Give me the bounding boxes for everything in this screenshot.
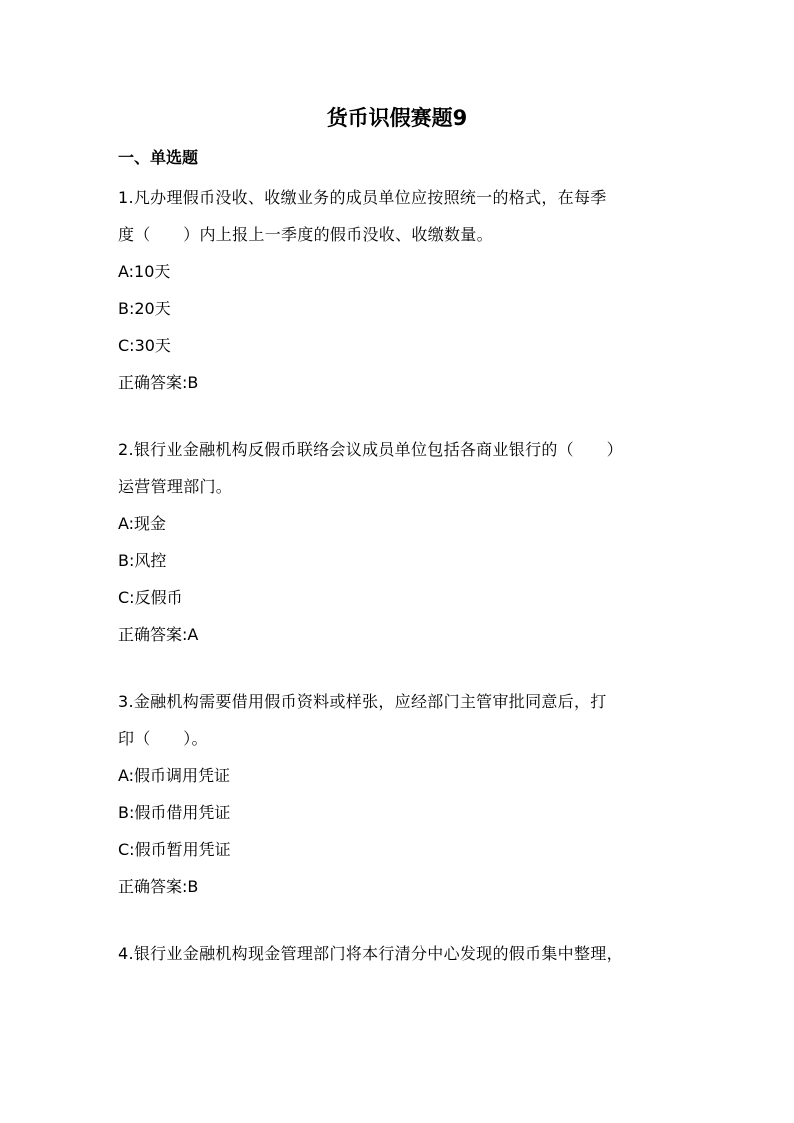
option-b: B:风控: [118, 551, 167, 570]
page-title: 货币识假赛题9: [326, 106, 468, 130]
question-stem-line: 1.凡办理假币没收、收缴业务的成员单位应按照统一的格式，在每季: [118, 188, 607, 207]
question-2: [118, 431, 708, 653]
section-heading: 一、单选题: [118, 148, 199, 167]
option-a: A:10天: [118, 262, 171, 281]
question-stem-line: 印（ ）。: [118, 729, 208, 748]
question-stem-line: 运营管理部门。: [118, 477, 233, 496]
option-c: C:30天: [118, 336, 171, 355]
question-stem-line: 度（ ）内上报上一季度的假币没收、收缴数量。: [118, 225, 493, 244]
question-stem-line: 4.银行业金融机构现金管理部门将本行清分中心发现的假币集中整理，: [118, 944, 623, 963]
document-body: [118, 146, 708, 1002]
option-b: B:20天: [118, 299, 171, 318]
option-b: B:假币借用凭证: [118, 803, 231, 822]
question-1: [118, 179, 708, 401]
question-3: [118, 683, 708, 905]
question-stem-line: 2.银行业金融机构反假币联络会议成员单位包括各商业银行的（ ）: [118, 440, 623, 459]
correct-answer: 正确答案:B: [118, 373, 199, 392]
option-c: C:假币暂用凭证: [118, 840, 231, 859]
correct-answer: 正确答案:B: [118, 877, 199, 896]
option-a: A:假币调用凭证: [118, 766, 231, 785]
option-c: C:反假币: [118, 588, 183, 607]
question-4: [118, 935, 708, 972]
question-stem-line: 3.金融机构需要借用假币资料或样张，应经部门主管审批同意后，打: [118, 692, 607, 711]
correct-answer: 正确答案:A: [118, 625, 199, 644]
option-a: A:现金: [118, 514, 167, 533]
